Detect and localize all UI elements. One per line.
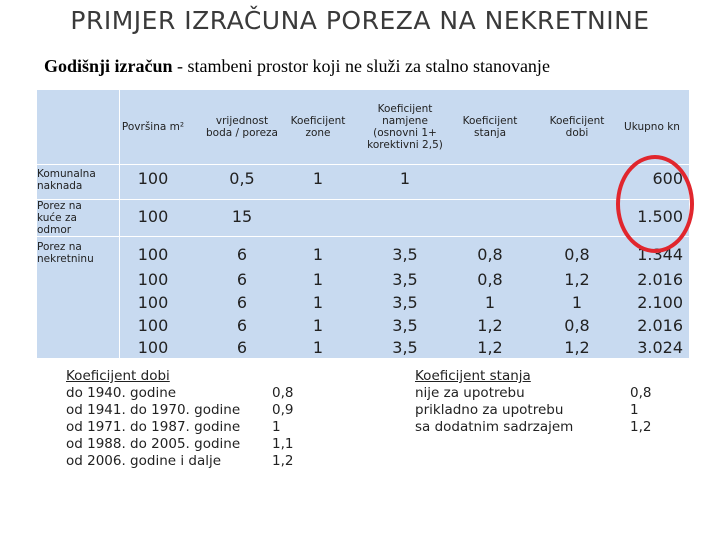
note-dobi-item: od 1971. do 1987. godine <box>66 419 241 435</box>
row-divider <box>37 164 689 165</box>
header-povrsina: Površina m² <box>121 121 185 133</box>
table-cell: 100 <box>137 338 169 357</box>
table-cell: 3,5 <box>392 293 418 312</box>
note-dobi-item: do 1940. godine <box>66 385 177 401</box>
row-label-kuce-za-odmor: Porez na kuće za odmor <box>37 200 82 236</box>
table-cell: 6 <box>236 293 248 312</box>
table-cell: 6 <box>236 245 248 264</box>
table-cell: 3,5 <box>392 270 418 289</box>
table-cell: 2.016 <box>637 316 683 335</box>
subtitle-bold: Godišnji izračun <box>44 56 173 76</box>
table-cell: 6 <box>236 338 248 357</box>
note-stanja-values <box>630 385 651 436</box>
subtitle-rest: - stambeni prostor koji ne služi za stalno stanovanje <box>172 56 550 76</box>
header-ukupno: Ukupno kn <box>624 121 680 133</box>
header-stanje: Koeficijent stanja <box>462 115 518 139</box>
table-cell: 6 <box>236 316 248 335</box>
note-stanja-value: 1 <box>630 402 639 418</box>
note-dobi-title: Koeficijent dobi <box>66 368 170 384</box>
note-dobi-item: od 2006. godine i dalje <box>66 453 222 469</box>
note-stanja-title: Koeficijent stanja <box>415 368 531 384</box>
table-cell: 100 <box>137 316 169 335</box>
table-cell: 100 <box>137 207 169 226</box>
table-cell: 1,2 <box>477 316 503 335</box>
note-dobi-value: 0,9 <box>272 402 294 418</box>
table-cell: 2.016 <box>637 270 683 289</box>
row-label-komunalna: Komunalna naknada <box>37 168 96 192</box>
table-cell: 100 <box>137 245 169 264</box>
table-cell: 600 <box>652 169 683 188</box>
highlight-oval <box>616 155 694 253</box>
header-vrijednost: vrijednost boda / poreza <box>206 115 278 139</box>
tax-table <box>37 90 689 358</box>
header-zona: Koeficijent zone <box>290 115 346 139</box>
note-stanja-item: prikladno za upotrebu <box>415 402 564 418</box>
note-stanja-item: nije za upotrebu <box>415 385 525 401</box>
note-dobi <box>66 368 240 470</box>
page-subtitle <box>44 56 550 77</box>
note-stanja-value: 1,2 <box>630 419 652 435</box>
table-cell: 3,5 <box>392 245 418 264</box>
page-title: PRIMJER IZRAČUNA POREZA NA NEKRETNINE <box>70 6 650 35</box>
table-cell: 1 <box>312 270 324 289</box>
table-cell: 1,2 <box>564 338 590 357</box>
table-cell: 0,8 <box>564 316 590 335</box>
table-cell: 0,8 <box>477 270 503 289</box>
header-dob: Koeficijent dobi <box>549 115 605 139</box>
table-cell: 3.024 <box>637 338 683 357</box>
table-cell: 15 <box>231 207 253 226</box>
table-cell: 1,2 <box>477 338 503 357</box>
note-stanja-value: 0,8 <box>630 385 652 401</box>
note-stanja <box>415 368 573 436</box>
note-stanja-item: sa dodatnim sadrzajem <box>415 419 574 435</box>
table-cell: 0,8 <box>564 245 590 264</box>
table-cell: 3,5 <box>392 338 418 357</box>
table-cell: 100 <box>137 270 169 289</box>
table-cell: 1 <box>312 245 324 264</box>
table-cell: 1.344 <box>637 245 683 264</box>
table-cell: 1 <box>312 316 324 335</box>
note-dobi-item: od 1988. do 2005. godine <box>66 436 241 452</box>
table-cell: 1 <box>312 293 324 312</box>
table-cell: 1 <box>571 293 583 312</box>
row-label-nekretnina: Porez na nekretninu <box>37 241 94 265</box>
table-cell: 2.100 <box>637 293 683 312</box>
table-cell: 0,8 <box>477 245 503 264</box>
table-cell: 100 <box>137 293 169 312</box>
note-dobi-value: 1,2 <box>272 453 294 469</box>
note-dobi-value: 1 <box>272 419 281 435</box>
table-cell: 100 <box>137 169 169 188</box>
row-divider <box>37 199 689 200</box>
row-divider <box>37 236 689 237</box>
table-cell: 1 <box>312 338 324 357</box>
table-cell: 1 <box>312 169 324 188</box>
table-cell: 6 <box>236 270 248 289</box>
note-dobi-value: 1,1 <box>272 436 294 452</box>
table-cell: 1 <box>399 169 411 188</box>
note-dobi-item: od 1941. do 1970. godine <box>66 402 241 418</box>
table-cell: 3,5 <box>392 316 418 335</box>
table-cell: 1,2 <box>564 270 590 289</box>
table-cell: 1.500 <box>637 207 683 226</box>
table-cell: 0,5 <box>229 169 255 188</box>
note-dobi-values <box>272 385 293 470</box>
header-namjena: Koeficijent namjene (osnovni 1+ korektivni 2,5) <box>367 103 443 151</box>
table-cell: 1 <box>484 293 496 312</box>
note-dobi-value: 0,8 <box>272 385 294 401</box>
